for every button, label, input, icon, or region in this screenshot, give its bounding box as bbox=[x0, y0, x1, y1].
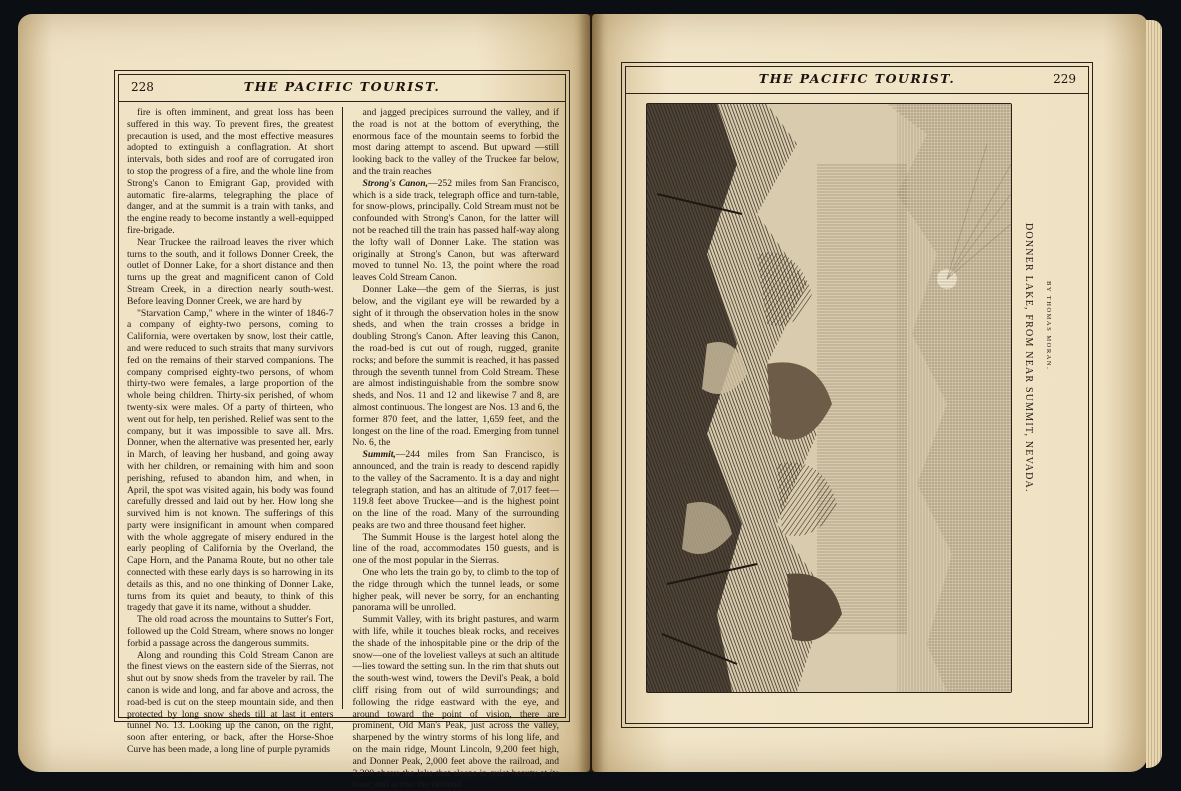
text-column-2 bbox=[352, 107, 560, 791]
left-page-frame bbox=[114, 70, 570, 791]
open-book bbox=[18, 14, 1164, 791]
left-page-text-columns bbox=[127, 107, 559, 791]
paragraph-text: —252 miles from San Francisco, which is a side track, telegraph office and turn-table, for snow-plows, principally. Cold Stream must not be confounded with Strong's Canon, for the latter will not be reached till the train has passed half-way along the lofty wall of Donner Lake. The station was originally at Strong's Canon, but was afterward moved to tunnel No. 13, the point where the road leaves Cold Stream Canon. bbox=[352, 177, 559, 284]
text-column-1 bbox=[127, 107, 343, 756]
page-edges bbox=[1146, 20, 1162, 768]
paragraph: One who lets the train go by, to climb to the top of the ridge through which the tunnel leads, or some higher peak, will never be sorry, for an enchanting panorama will be unrolled. bbox=[352, 567, 559, 614]
right-page bbox=[592, 14, 1148, 772]
left-page-header bbox=[119, 75, 565, 102]
section-heading: Summit, bbox=[362, 449, 396, 461]
paragraph: Donner Lake—the gem of the Sierras, is just below, and the vigilant eye will be rewarded by a sight of it through the observation holes in the snow sheds, and when the train crosses a bridge in doubling Strong's Canon. After leaving this Canon, the road-bed is cut out of rough, rugged, granite rocks; and before the summit is reached, it has passed through the seventh tunnel from Cold Stream. These are almost indistinguishable from the sombre snow sheds, and Nos. 11 and 12 and likewise 7 and 8, are almost continuous. The longest are Nos. 13 and 6, the former 870 feet, and the latter, 1,659 feet, and the longest on the line of the road. Emerging from tunnel No. 6, the bbox=[352, 283, 559, 449]
book-gutter bbox=[578, 14, 604, 772]
page-number: 229 bbox=[1053, 72, 1076, 86]
right-page-header bbox=[626, 67, 1088, 94]
caption-credit: BY THOMAS MORAN. bbox=[1045, 281, 1052, 371]
paragraph: "Starvation Camp," where in the winter of 1846-7 a company of eighty-two persons, coming to California, were overtaken by snow, lost their cattle, and were reduced to such straits that many survivors fed on the remains of their starved companions. The company comprised eighty-two persons, of whom thirty-two were females, a large proportion of the whole being children. Thirty-six perished, of whom twenty-six were males. Of a party of thirteen, who went out for help, ten perished. Relief was sent to the company, but it was impossible to save all. Mrs. Donner, when the alternative was presented her, early in March, of leaving her husband, and going away with her children, or remaining with him and soon perishing, refused to abandon him, and when, in April, the spot was visited again, his body was found carefully dressed and laid out by her. How long she survived him is not known. The sufferings of this party were insignificant in amount when compared with the whole aggregate of misery endured in the early peopling of California by the Overland, the Cape Horn, and the Panama Route, but no other tale connected with these early days is so harrowing in its details as this, and no one thinking of Donner Lake, turns from its quiet and beauty, to think of this tragedy that gave it its name, without a shudder. bbox=[127, 307, 334, 614]
paragraph: and jagged precipices surround the valley, and if the road is not at the bottom of everything, the enormous face of the mountain seems to forbid the most daring attempt to ascend. But upward —still looking back to the valley of the Truckee far below, and the train reaches bbox=[352, 107, 559, 177]
engraving-caption bbox=[1018, 223, 1068, 563]
paragraph: The Summit House is the largest hotel along the line of the road, accommodates 150 guests, and is one of the most popular in the Sierras. bbox=[352, 531, 559, 567]
right-page-frame bbox=[621, 62, 1093, 728]
paragraph-summit bbox=[353, 449, 560, 532]
paragraph: Along and rounding this Cold Stream Canon are the finest views on the eastern side of the Sierras, not shut out by snow sheds from the traveler by rail. The canon is wide and long, and far above and across, the road-bed is cut on the steep mountain side, and then protected by long snow sheds till at last it enters tunnel No. 13. Looking up the canon, on the right, soon after entering, or back, after the Horse-Shoe Curve has been made, a long line of purple pyramids bbox=[127, 649, 334, 756]
running-title: THE PACIFIC TOURIST. bbox=[758, 71, 956, 86]
paragraph-strongs-canon bbox=[353, 178, 560, 284]
paragraph-text: —244 miles from San Francisco, is announced, and the train is ready to descend rapidly to the valley of the Sacramento. It is a day and night telegraph station, and has an altitude of 7,017 feet—119.8 feet above Truckee—and is the highest point on the line of the road. Many of the surrounding peaks are two and three thousand feet higher. bbox=[352, 449, 559, 531]
left-page bbox=[18, 14, 590, 791]
paragraph: The old road across the mountains to Sutter's Fort, followed up the Cold Stream, where snows no longer forbid a passage across the dangerous summits. bbox=[127, 614, 334, 649]
section-heading: Strong's Canon, bbox=[362, 177, 428, 189]
paragraph: Summit Valley, with its bright pastures, and warm with life, while it touches bleak rocks, and receives the shade of the inhospitable pine or the drip of the snow—one of the loveliest valleys at such an altitude—lies toward the setting sun. In the rim that shuts out the south-west wind, towers the Devil's Peak, a bold cliff rising from out of wild surroundings; and following the ridge eastward with the eye, and around toward the point of vision, there are prominent, Old Man's Peak, just across the valley, sharpened by the wintry storms of his long life, and on the main ridge, Mount Lincoln, 9,200 feet high, and Donner Peak, 2,000 feet above the railroad, and 3,200 above the lake that sleeps in quiet beauty at its base; and across the railroad bbox=[352, 614, 559, 791]
engraving-illustration bbox=[646, 103, 1012, 693]
caption-title: DONNER LAKE, FROM NEAR SUMMIT, NEVADA. bbox=[1023, 223, 1034, 493]
paragraph: fire is often imminent, and great loss has been suffered in this way. To prevent fires, the greatest precaution is used, and the most effective measures adopted to extinguish a conflagration. At short intervals, both sides and roof are of corrugated iron to stop the progress of a fire, and the whole line from Strong's Canon to Emigrant Gap, provided with automatic fire-alarms, telegraphing the place of danger, and at the summit is a train with tanks, and the engine ready to become instantly a well-equipped fire-brigade. bbox=[127, 107, 334, 236]
running-title: THE PACIFIC TOURIST. bbox=[243, 79, 441, 94]
landscape-engraving bbox=[647, 104, 1011, 692]
page-number: 228 bbox=[131, 80, 154, 94]
paragraph: Near Truckee the railroad leaves the river which turns to the south, and it follows Donner Creek, the outlet of Donner Lake, for a short distance and then turns up the great and magnificent canon of Cold Stream Creek, in a direction nearly south-west. Before leaving Donner Creek, we are hard by bbox=[127, 236, 334, 307]
